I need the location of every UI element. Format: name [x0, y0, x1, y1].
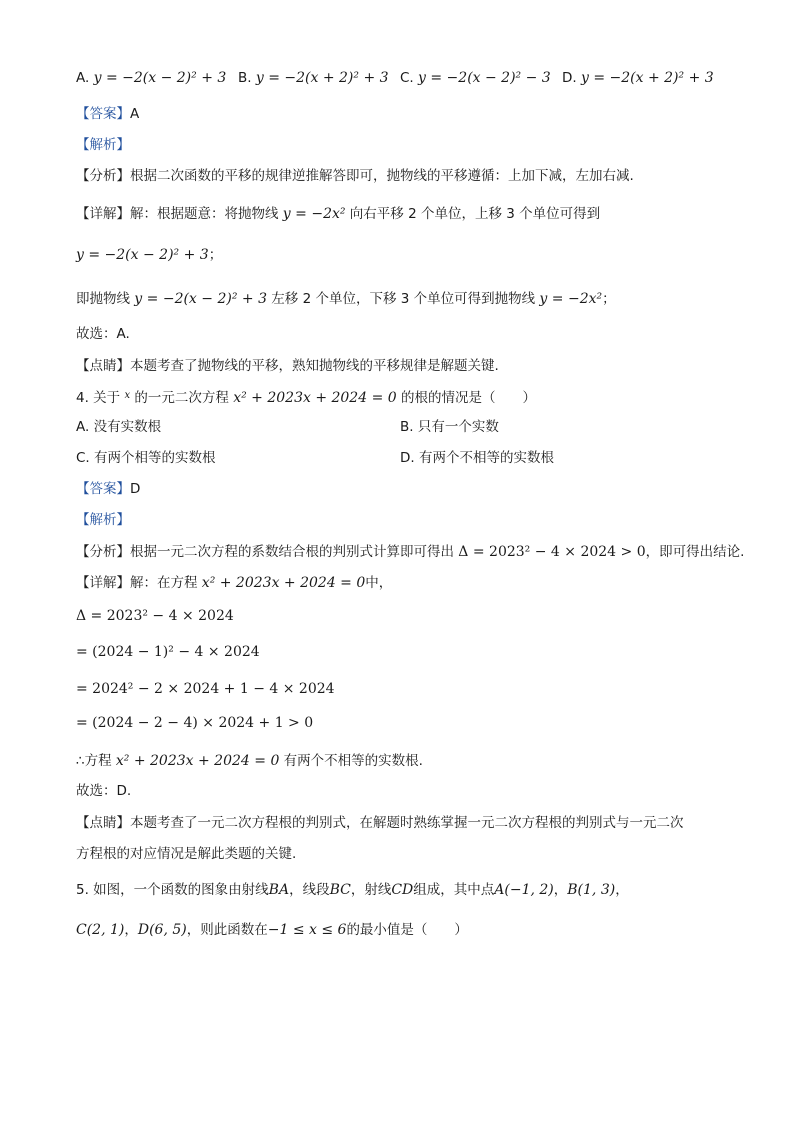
q3-option-a: A. y = −2(x − 2)² + 3: [76, 70, 227, 86]
q4-conclusion: ∴方程 x² + 2023x + 2024 = 0 有两个不相等的实数根.: [76, 753, 423, 769]
q3-line2: y = −2(x − 2)² + 3；: [76, 247, 223, 263]
q4-dianjing-2: 方程根的对应情况是解此类题的关键.: [76, 846, 297, 862]
q3-line3: 即抛物线 y = −2(x − 2)² + 3 左移 2 个单位，下移 3 个单位可得到抛物线 y = −2x²；: [76, 291, 616, 307]
q3-choice: 故选：A.: [76, 326, 130, 342]
q4-stem: 4. 关于 $^x$ 的一元二次方程 x² + 2023x + 2024 = 0 的根的情况是（ ）: [76, 390, 536, 406]
q5-stem-1: 5. 如图，一个函数的图象由射线BA，线段BC，射线CD组成，其中点A(−1, 2)，B(1, 3)，: [76, 882, 629, 898]
q3-option-b: B. y = −2(x + 2)² + 3: [238, 70, 389, 86]
q3-answer: 【答案】A: [76, 106, 140, 122]
q4-option-a: A. 没有实数根: [76, 419, 162, 435]
q3-analysis-heading: 【解析】: [76, 137, 130, 153]
q3-option-d-formula: y = −2(x + 2)² + 3: [580, 70, 714, 86]
q4-step-2: = (2024 − 1)² − 4 × 2024: [76, 644, 260, 660]
q4-option-d: D. 有两个不相等的实数根: [400, 450, 554, 466]
q4-option-b: B. 只有一个实数: [400, 419, 499, 435]
q3-option-b-formula: y = −2(x + 2)² + 3: [255, 70, 389, 86]
q4-step-4: = (2024 − 2 − 4) × 2024 + 1 > 0: [76, 715, 314, 731]
q4-step-1: Δ = 2023² − 4 × 2024: [76, 608, 234, 624]
q3-xiangjie: 【详解】解：根据题意：将抛物线 y = −2x² 向右平移 2 个单位，上移 3 个单位可得到: [76, 206, 601, 222]
q3-option-d: D. y = −2(x + 2)² + 3: [562, 70, 714, 86]
q3-fenxi: 【分析】根据二次函数的平移的规律逆推解答即可，抛物线的平移遵循：上加下减，左加右减.: [76, 168, 634, 184]
q4-analysis-heading: 【解析】: [76, 512, 130, 528]
q4-option-c: C. 有两个相等的实数根: [76, 450, 216, 466]
q4-answer: 【答案】D: [76, 481, 141, 497]
q5-stem-2: C(2, 1)，D(6, 5)，则此函数在−1 ≤ x ≤ 6的最小值是（ ）: [76, 922, 468, 938]
q4-dianjing-1: 【点睛】本题考查了一元二次方程根的判别式，在解题时熟练掌握一元二次方程根的判别式与一元二次: [76, 815, 684, 831]
q3-option-c: C. y = −2(x − 2)² − 3: [400, 70, 551, 86]
q3-option-c-formula: y = −2(x − 2)² − 3: [418, 70, 551, 86]
q4-choice: 故选：D.: [76, 783, 132, 799]
q4-fenxi: 【分析】根据一元二次方程的系数结合根的判别式计算即可得出 Δ = 2023² − 4 × 2024 > 0，即可得出结论.: [76, 544, 745, 560]
q4-xiangjie: 【详解】解：在方程 x² + 2023x + 2024 = 0中，: [76, 575, 393, 591]
q3-option-a-formula: y = −2(x − 2)² + 3: [93, 70, 227, 86]
q4-step-3: = 2024² − 2 × 2024 + 1 − 4 × 2024: [76, 681, 335, 697]
q3-dianjing: 【点睛】本题考查了抛物线的平移，熟知抛物线的平移规律是解题关键.: [76, 358, 499, 374]
